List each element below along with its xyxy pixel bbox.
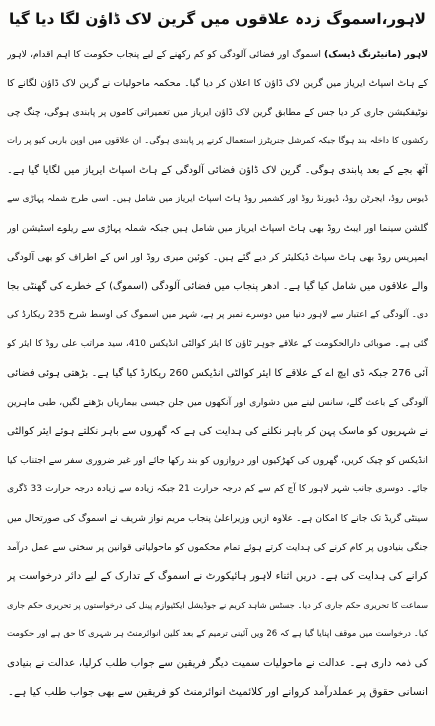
article-headline: لاہور،اسموگ زدہ علاقوں میں گرین لاک ڈاؤن لگا دیا گیا	[8, 10, 427, 28]
article-first-line-text: اسموگ اور فضائی آلودگی کو کم رکھنے کے لیے پنجاب حکومت کا اہم اقدام، لاہور	[7, 49, 325, 60]
article-line: نوٹیفکیشن جاری کر دیا جس کے مطابق گرین لاک ڈاؤن ایریاز میں تعمیراتی کاموں پر پابندی ہوگی، چنگ چی	[7, 107, 428, 118]
article-line: آئی 276 جبکہ ڈی ایچ اے کے علاقے کا ایئر کوالٹی انڈیکس 260 ریکارڈ کیا گیا ہے۔ بڑھتی ہوئی فضائی	[7, 368, 428, 379]
article-line: کرانے کی ہدایت کی ہے۔ دریں اثناء لاہور ہائیکورٹ نے اسموگ کے تدارک کے لیے دائر درخواست پر	[7, 570, 428, 582]
article-line: انسانی حقوق پر عملدرآمد کروانے اور کلائمیٹ انوائرمنٹ کو فریقین سے بھی جواب طلب کیا ہے۔	[7, 686, 428, 698]
article-line: ڈیوس روڈ، ایجرٹن روڈ، ڈیورنڈ روڈ اور کشمیر روڈ ہاٹ اسپاٹ ایریاز میں شامل ہیں۔ اسی طرح شملہ پہاڑی سے	[7, 194, 428, 204]
article-line: کی ذمہ داری ہے۔ عدالت نے ماحولیات سمیت دیگر فریقین سے جواب طلب کرلیا، عدالت نے بنیادی	[7, 657, 428, 669]
article-line	[7, 40, 428, 69]
article-line: رکشوں کا داخلہ بند ہوگا جبکہ کمرشل جنریٹرز استعمال کرنے پر پابندی ہوگی۔ ان علاقوں میں اوپن باربی کیو پر رات	[7, 136, 428, 146]
article-line: کیا۔ درخواست میں موقف اپنایا گیا ہے کہ 26 ویں آئینی ترمیم کے بعد کلین انوائرمنٹ ہر شہری کا حق ہے اور حکومت	[7, 629, 428, 639]
article-line: کے ہاٹ اسپاٹ ایریاز میں گرین لاک ڈاؤن کا اعلان کر دیا گیا۔ محکمہ ماحولیات نے گرین لاک ڈاؤن لگانے کا	[7, 78, 428, 89]
article-line: دی۔ آلودگی کے اعتبار سے لاہور دنیا میں دوسرے نمبر پر ہے، شہر میں اسموگ کی اوسط شرح 235 ریکارڈ کی	[7, 310, 428, 320]
article-line: گلشن سینما اور ایبٹ روڈ بھی ہاٹ اسپاٹ ایریاز میں شامل ہیں جبکہ شملہ پہاڑی سے ریلوے اسٹیشن اور	[7, 223, 428, 234]
article-line: سماعت کا تحریری حکم جاری کر دیا۔ جسٹس شاہد کریم نے جوڈیشل ایکٹیوازم پینل کی درخواستوں پر تحریری حکم جاری	[7, 600, 428, 610]
article-line: آلودگی کے باعث گلے، سانس لینے میں دشواری اور آنکھوں میں جلن جیسی بیماریاں بڑھنے لگیں، طبی ماہرین	[7, 397, 428, 408]
article-line: سینٹی گریڈ تک جانے کا امکان ہے۔ علاوہ ازیں وزیراعلیٰ پنجاب مریم نواز شریف نے اسموگ کی صورتحال میں	[7, 513, 428, 524]
article-line: جنگی بنیادوں پر کام کرنے کی ہدایت کرتے ہوئے تمام محکموں کو ماحولیاتی قوانین پر سختی سے عمل درآمد	[7, 542, 428, 553]
article-line: جائے۔ دوسری جانب شہر لاہور کا آج کم سے کم درجہ حرارت 21 جبکہ زیادہ سے زیادہ درجہ حرارت 33 ڈگری	[7, 484, 428, 494]
article-line: آٹھ بجے کے بعد پابندی ہوگی۔ گرین لاک ڈاؤن فضائی آلودگی کے ہاٹ اسپاٹ ایریاز میں لگایا گیا ہے۔	[7, 165, 428, 176]
article-line: والے علاقوں میں شامل کیا گیا ہے۔ ادھر پنجاب میں فضائی آلودگی (اسموگ) کے خطرے کی گھنٹی بجا	[7, 281, 428, 292]
article-body	[7, 40, 428, 707]
article-line: نے شہریوں کو ماسک پہن کر باہر نکلنے کی ہدایت کی ہے کہ گھروں سے باہر نکلتے ہوئے ایئر کوالٹی	[7, 426, 428, 437]
article-line: ایمپریس روڈ بھی ہاٹ سپاٹ ڈیکلیئر کر دیے گئے ہیں۔ کوئین میری روڈ اور اس کے اطراف کو بھی آلودگی	[7, 252, 428, 263]
article-line: گئی ہے۔ صوبائی دارالحکومت کے علاقے جوہر ٹاؤن کا ایئر کوالٹی انڈیکس 410، سید مراتب علی روڈ کا ایئر کو	[7, 339, 428, 349]
article-dateline: لاہور (مانیٹرنگ ڈیسک)	[324, 49, 428, 60]
article-line: انڈیکس کو چیک کریں، گھروں کی کھڑکیوں اور دروازوں کو بند رکھا جائے اور غیر ضروری سفر سے اجتناب کیا	[7, 455, 428, 466]
